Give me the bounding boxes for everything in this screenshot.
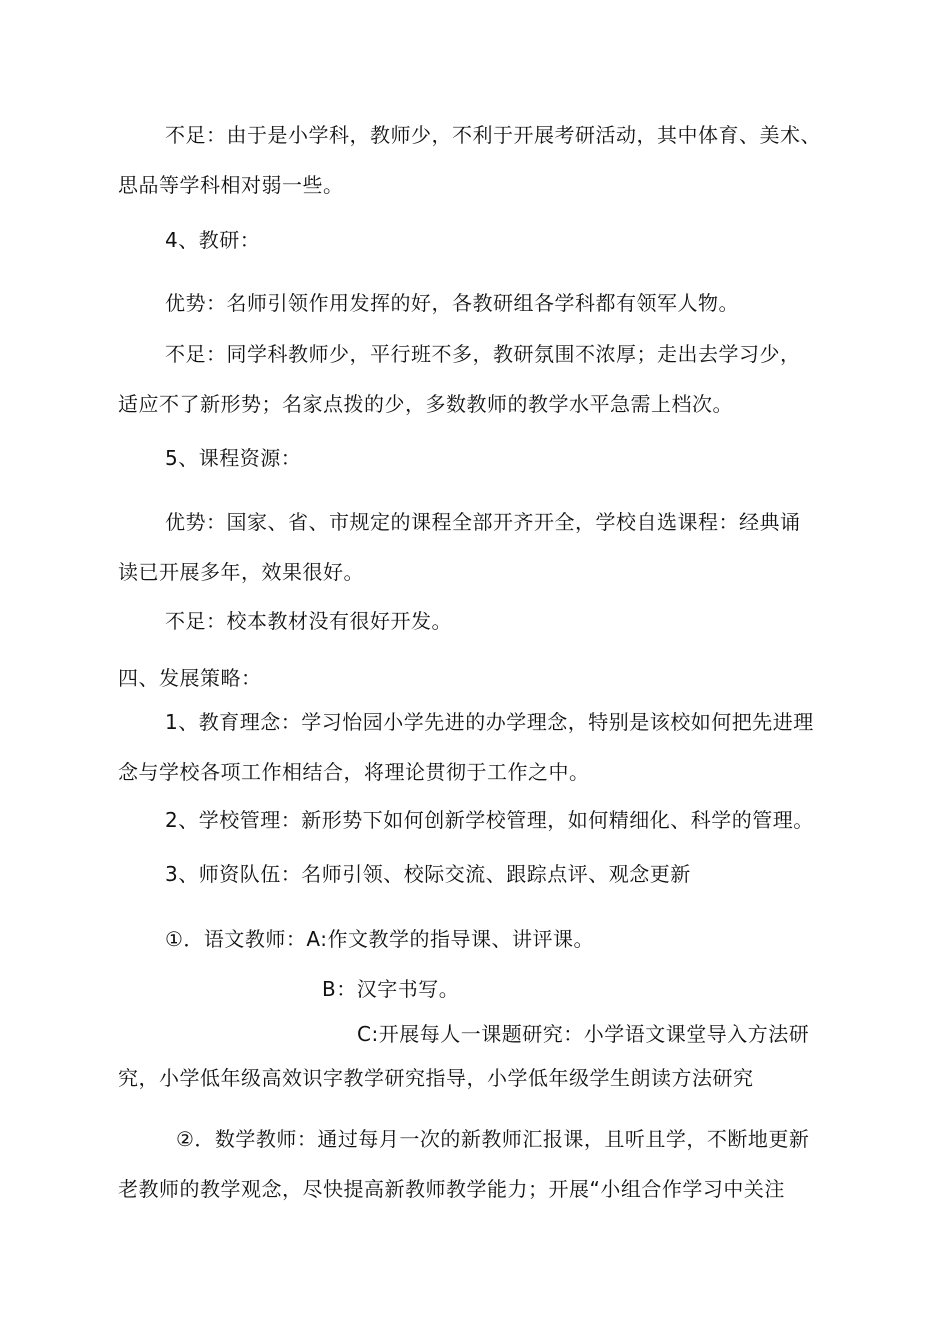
text-line-6: 适应不了新形势；名家点拨的少，多数教师的教学水平急需上档次。 — [118, 392, 733, 416]
text-line-1: 不足：由于是小学科，教师少，不利于开展考研活动，其中体育、美术、 — [165, 123, 821, 147]
text-line-21: 老教师的教学观念，尽快提高新教师教学能力；开展“小组合作学习中关注 — [118, 1177, 785, 1201]
text-line-17: B：汉字书写。 — [322, 977, 460, 1001]
text-line-9: 读已开展多年，效果很好。 — [118, 560, 364, 584]
text-line-5: 不足：同学科教师少，平行班不多，教研氛围不浓厚；走出去学习少， — [165, 342, 801, 366]
section-heading: 四、发展策略： — [118, 666, 262, 690]
text-line-2: 思品等学科相对弱一些。 — [118, 173, 344, 197]
text-line-16: ①．语文教师：A:作文教学的指导课、讲评课。 — [165, 927, 594, 951]
text-line-18: C:开展每人一课题研究：小学语文课堂导入方法研 — [357, 1022, 810, 1046]
text-line-12: 1、教育理念：学习怡园小学先进的办学理念，特别是该校如何把先进理 — [165, 710, 814, 734]
text-line-15: 3、师资队伍：名师引领、校际交流、跟踪点评、观念更新 — [165, 862, 691, 886]
text-line-10: 不足：校本教材没有很好开发。 — [165, 609, 452, 633]
text-line-19: 究，小学低年级高效识字教学研究指导，小学低年级学生朗读方法研究 — [118, 1066, 754, 1090]
text-line-14: 2、学校管理：新形势下如何创新学校管理，如何精细化、科学的管理。 — [165, 808, 814, 832]
text-line-13: 念与学校各项工作相结合，将理论贯彻于工作之中。 — [118, 760, 590, 784]
text-line-20: ②．数学教师：通过每月一次的新教师汇报课，且听且学，不断地更新 — [176, 1127, 810, 1151]
text-line-3: 4、教研： — [165, 228, 261, 252]
text-line-4: 优势：名师引领作用发挥的好，各教研组各学科都有领军人物。 — [165, 291, 739, 315]
text-line-8: 优势：国家、省、市规定的课程全部开齐开全，学校自选课程：经典诵 — [165, 510, 801, 534]
text-line-7: 5、课程资源： — [165, 446, 302, 470]
